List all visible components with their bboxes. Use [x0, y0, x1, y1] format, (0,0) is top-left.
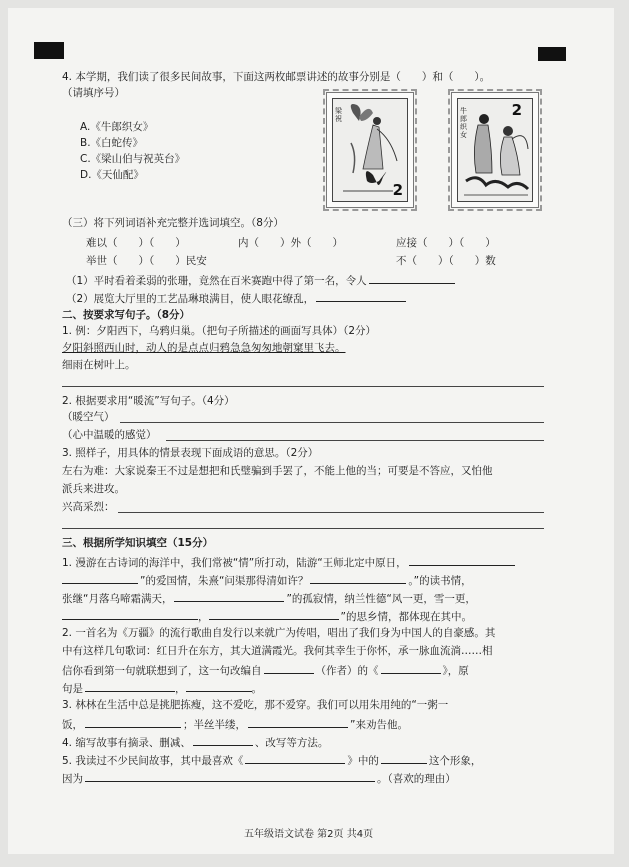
sec3-sentence-1: （1）平时看着柔弱的张珊，竟然在百米赛跑中得了第一名，令人	[66, 272, 455, 288]
answer-line	[62, 528, 544, 529]
idiom-2: 内（ ）外（ ）	[238, 237, 343, 249]
q4-question: 4. 本学期，我们读了很多民间故事，下面这两枚邮票讲述的故事分别是（ ）和（ ）。	[62, 71, 491, 83]
part3-line-4: ， ”的思乡情，都体现在其中。	[62, 608, 472, 624]
page-footer: 五年级语文试卷 第2页 共4页	[244, 829, 374, 840]
part3-line-9: 3. 林林在生活中总是挑肥拣瘦，这不爱吃，那不爱穿。我们可以用朱用纯的“一粥一	[62, 699, 449, 711]
registration-mark-left	[34, 42, 64, 59]
answer-line	[118, 512, 544, 513]
part3-line-11: 4. 缩写故事有摘录、删减、 、改写等方法。	[62, 734, 328, 750]
sec3-sentence-2: （2）展览大厅里的工艺品琳琅满目，使人眼花缭乱，	[66, 290, 406, 306]
q4-option-d: D.《天仙配》	[80, 169, 144, 181]
idiom-1: 难以（ ）（ ）	[86, 237, 186, 249]
stamp1-denomination: 2	[392, 181, 403, 199]
sec3-heading: （三）将下列词语补充完整并选词填空。（8分）	[62, 217, 284, 229]
answer-line	[120, 422, 544, 423]
q4-option-a: A.《牛郎织女》	[80, 121, 154, 133]
part3-line-10: 饭， ；半丝半缕， ”来劝告他。	[62, 716, 408, 732]
part3-heading: 三、根据所学知识填空（15分）	[62, 537, 214, 549]
idiom-5: 不（ ）（ ）数	[396, 255, 496, 267]
q4-note: （请填序号）	[62, 87, 125, 99]
q4-option-c: C.《梁山伯与祝英台》	[80, 153, 186, 165]
part3-line-7: 信你看到第一句就联想到了，这一句改编自 （作者）的《 》，原	[62, 662, 469, 678]
q4-option-b: B.《白蛇传》	[80, 137, 144, 149]
part3-line-2: ”的爱国情，朱熹“问渠那得清如许？ 。”的读书情，	[62, 572, 472, 588]
stamp2-denomination: 2	[511, 101, 522, 119]
part3-line-13: 因为 。（喜欢的理由）	[62, 770, 456, 786]
part2-q2-a: （暖空气）	[62, 411, 115, 423]
part2-q2: 2. 根据要求用“暖流”写句子。（4分）	[62, 395, 235, 407]
part3-line-3: 张继“月落乌啼霜满天， ”的孤寂情，纳兰性德“风一更，雪一更，	[62, 590, 476, 606]
part2-q1-example: 夕阳斜照西山时，动人的是点点归鸦急急匆匆地朝窠里飞去。	[62, 342, 346, 354]
registration-mark-right	[538, 47, 566, 61]
stamp-liangzhu-image	[326, 92, 414, 208]
part3-line-8: 句是 ， 。	[62, 680, 262, 696]
answer-line	[62, 386, 544, 387]
part2-heading: 二、按要求写句子。（8分）	[62, 309, 191, 321]
part3-line-12: 5. 我读过不少民间故事，其中最喜欢《 》中的 这个形象，	[62, 752, 481, 768]
idiom-3: 应接（ ）（ ）	[396, 237, 496, 249]
part3-line-6: 中有这样几句歌词：红日升在东方，其大道满霞光。我何其幸生于你怀，承一脉血流淌……相	[62, 645, 493, 657]
part2-q3-example-line1: 左右为难：大家说秦王不过是想把和氏璧骗到手罢了，不能上他的当；可要是不答应，又怕他	[62, 465, 493, 477]
part3-line-5: 2. 一首名为《万疆》的流行歌曲自发行以来就广为传唱，唱出了我们身为中国人的自豪感。其	[62, 627, 496, 639]
part3-line-1: 1. 漫游在古诗词的海洋中，我们常被“情”所打动，陆游“王师北定中原日，	[62, 554, 515, 570]
answer-line	[166, 440, 544, 441]
stamp-niulang-zhinu-image	[451, 92, 539, 208]
stamp1-side-text: 梁祝	[335, 107, 342, 123]
part2-q1-given: 细雨在树叶上。	[62, 359, 136, 371]
stamp2-side-text: 牛郎织女	[460, 107, 467, 139]
part2-q3-example-line2: 派兵来进攻。	[62, 483, 125, 495]
part2-q3-task: 兴高采烈：	[62, 501, 115, 513]
part2-q1: 1. 例：夕阳西下，乌鸦归巢。（把句子所描述的画面写具体）（2分）	[62, 325, 377, 337]
part2-q3: 3. 照样子，用具体的情景表现下面成语的意思。（2分）	[62, 447, 319, 459]
idiom-4: 举世（ ）（ ）民安	[86, 255, 207, 267]
part2-q2-b: （心中温暖的感觉）	[62, 429, 157, 441]
